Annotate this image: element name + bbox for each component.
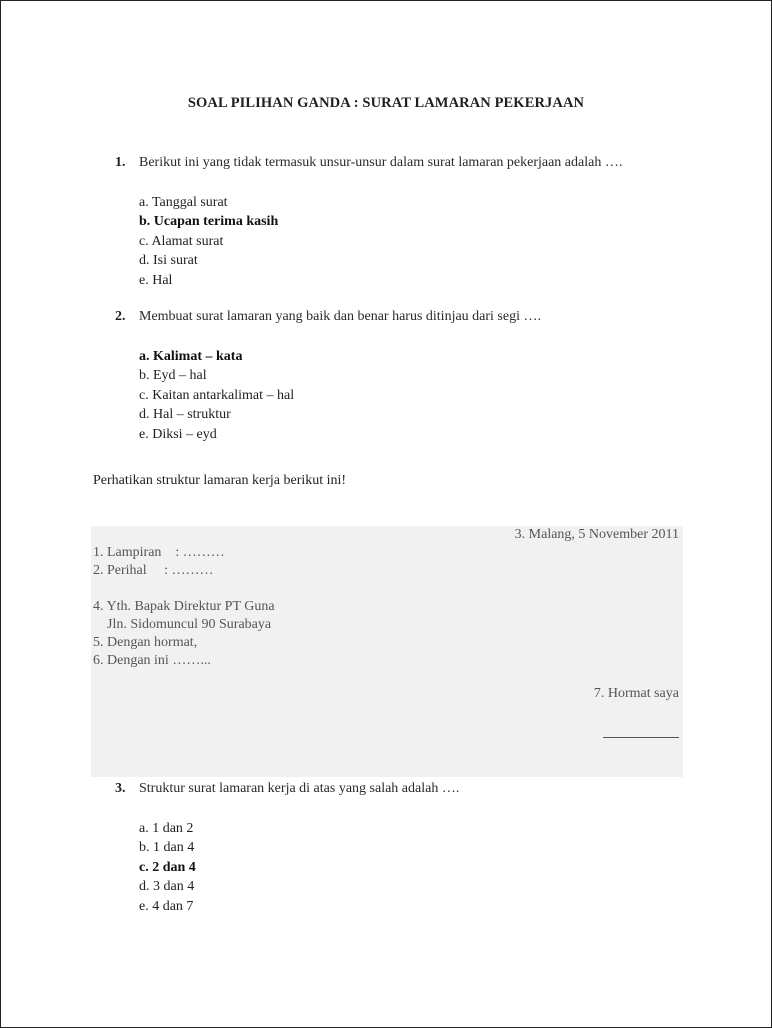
q3-option-a: a. 1 dan 2 (139, 821, 194, 836)
q2-option-b: b. Eyd – hal (139, 368, 207, 384)
q2-option-c: c. Kaitan antarkalimat – hal (139, 387, 295, 403)
q2-option-a: a. Kalimat – kata (139, 349, 243, 364)
letter-closing: 7. Hormat saya (593, 686, 679, 701)
letter-line-address: Jln. Sidomuncul 90 Surabaya (93, 617, 272, 632)
question-3-number: 3. (115, 781, 126, 796)
question-1-options (139, 193, 278, 290)
page-title: SOAL PILIHAN GANDA : SURAT LAMARAN PEKERJAAN (187, 95, 585, 111)
letter-line-lampiran: 1. Lampiran : ……… (93, 545, 225, 560)
q2-option-e: e. Diksi – eyd (139, 426, 217, 442)
q1-option-b: b. Ucapan terima kasih (139, 214, 279, 230)
q3-option-e: e. 4 dan 7 (139, 898, 194, 914)
q1-option-c: c. Alamat surat (139, 233, 224, 249)
letter-line-recipient: 4. Yth. Bapak Direktur PT Guna (93, 599, 275, 614)
q1-option-d: d. Isi surat (139, 253, 198, 269)
q2-option-d: d. Hal – struktur (139, 407, 231, 423)
question-2-options (139, 347, 294, 444)
q3-option-d: d. 3 dan 4 (139, 879, 195, 895)
question-2-text: Membuat surat lamaran yang baik dan benar harus ditinjau dari segi …. (139, 309, 541, 324)
question-3-options (139, 819, 196, 916)
question-3-text: Struktur surat lamaran kerja di atas yang salah adalah …. (139, 781, 460, 796)
q3-option-b: b. 1 dan 4 (139, 840, 195, 856)
question-1-text: Berikut ini yang tidak termasuk unsur-unsur dalam surat lamaran pekerjaan adalah …. (139, 155, 623, 170)
q1-option-e: e. Hal (139, 272, 173, 288)
letter-intro: Perhatikan struktur lamaran kerja berikut ini! (93, 473, 347, 488)
question-2-number: 2. (115, 309, 126, 324)
question-1-number: 1. (115, 155, 126, 170)
q3-option-c: c. 2 dan 4 (139, 859, 196, 875)
letter-line-opening: 6. Dengan ini ……... (93, 653, 211, 668)
letter-structure-box (91, 526, 683, 777)
signature-line (603, 737, 679, 738)
letter-line-perihal: 2. Perihal : ……… (93, 563, 214, 578)
q1-option-a: a. Tanggal surat (139, 195, 228, 210)
letter-lines (93, 544, 275, 670)
letter-line-salutation: 5. Dengan hormat, (93, 635, 198, 650)
letter-date: 3. Malang, 5 November 2011 (514, 527, 679, 542)
